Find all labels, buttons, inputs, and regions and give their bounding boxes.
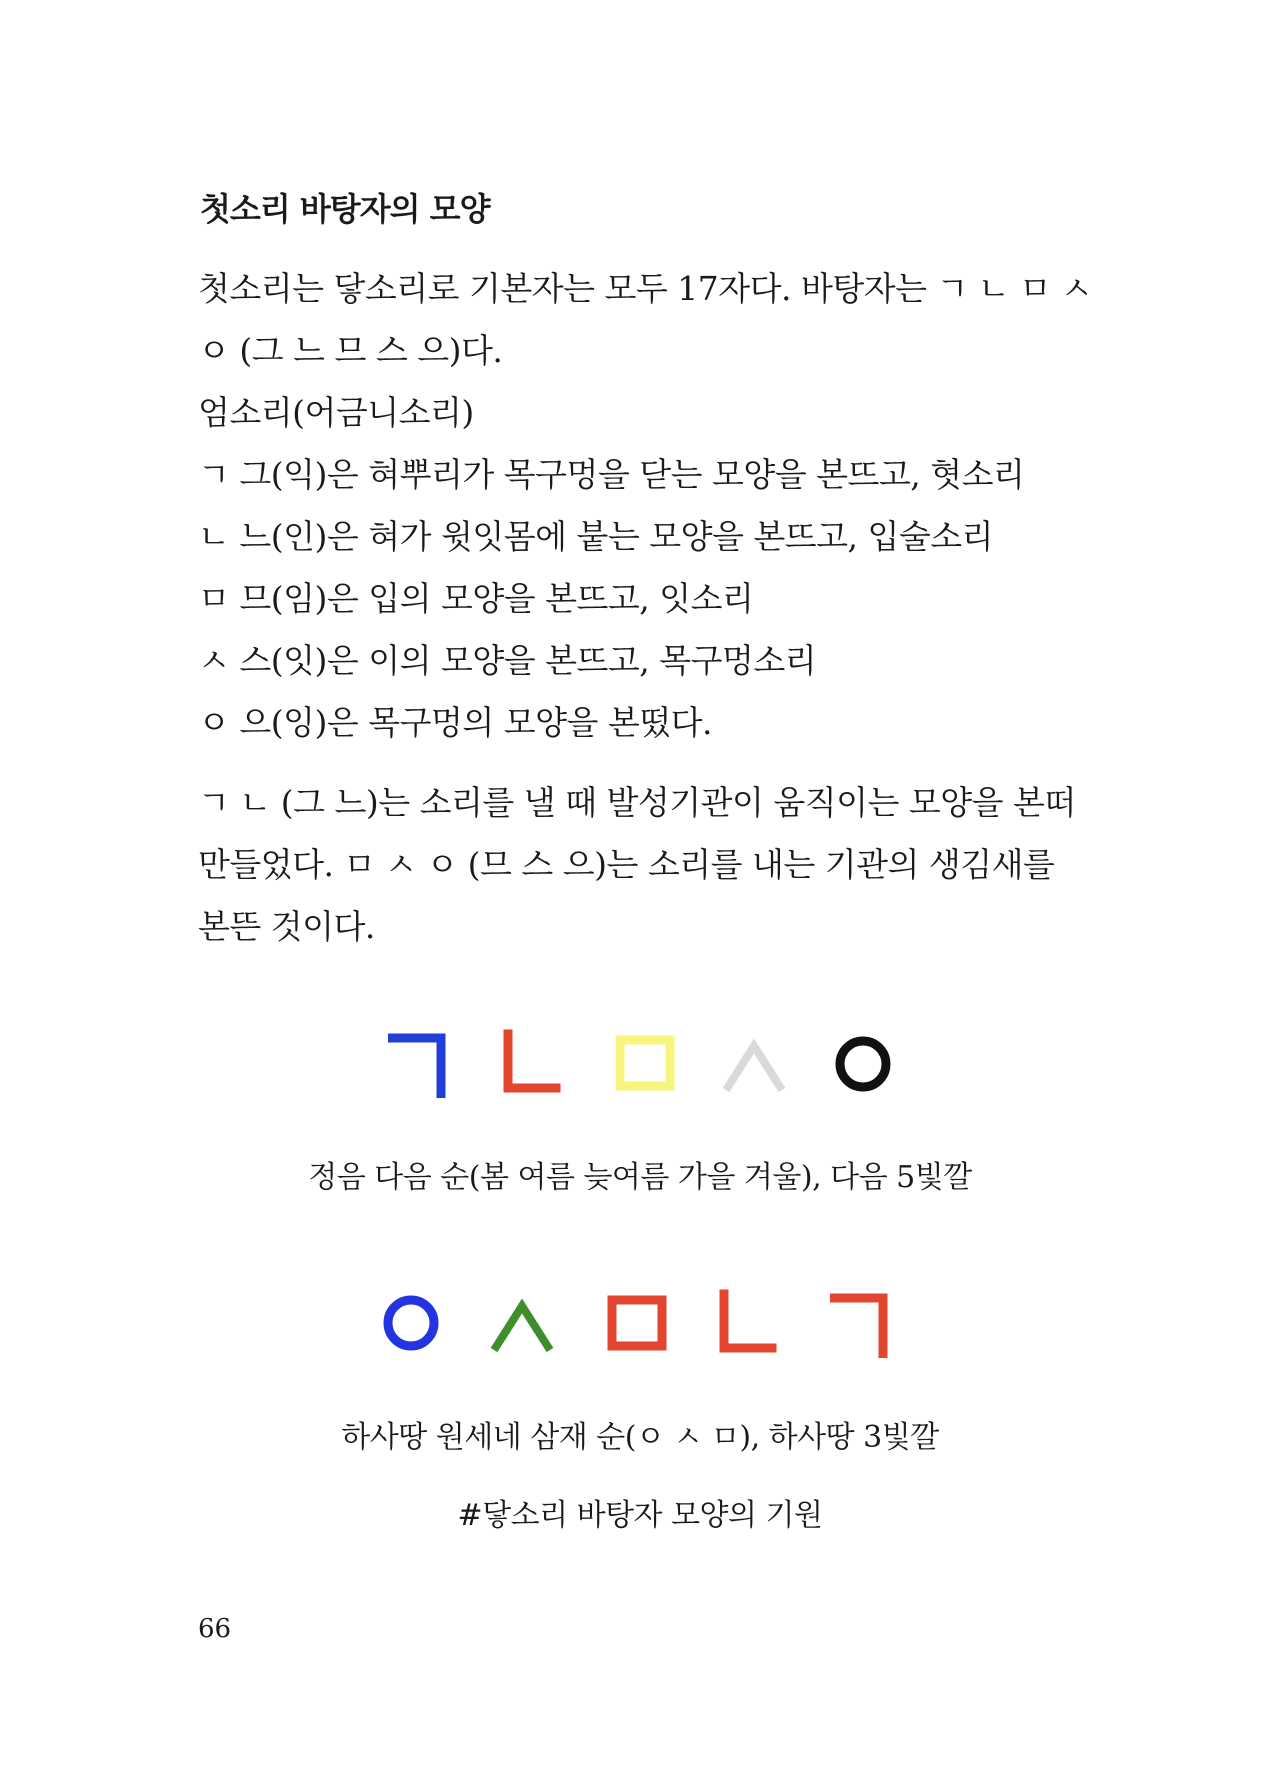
text-line: ㄱ 그(익)은 혀뿌리가 목구멍을 닫는 모양을 본뜨고, 혓소리 — [198, 455, 1025, 494]
figure-caption: 하사땅 원세네 삼재 순(ㅇ ㅅ ㅁ), 하사땅 3빛깔 — [341, 1420, 939, 1455]
figure-caption: 정음 다음 순(봄 여름 늦여름 가을 겨울), 다음 5빛깔 — [308, 1160, 972, 1195]
mieum-shape-icon — [602, 1288, 672, 1358]
nieun-shape-icon — [716, 1288, 786, 1358]
text-line: ㅅ 스(잇)은 이의 모양을 본뜨고, 목구멍소리 — [198, 641, 817, 680]
siot-shape-icon — [488, 1288, 558, 1358]
text-line: ㄱ ㄴ (그 느)는 소리를 낼 때 발성기관이 움직이는 모양을 본떠 — [198, 783, 1076, 822]
figure-five-colors — [0, 1028, 1280, 1098]
hashtag: #닿소리 바탕자 모양의 기원 — [457, 1498, 823, 1533]
figure-three-colors — [0, 1288, 1280, 1358]
paragraph-shape-origin — [198, 772, 1118, 958]
mieum-shape-icon — [610, 1028, 680, 1098]
text-line: ㅇ 으(잉)은 목구멍의 모양을 본떴다. — [198, 703, 712, 742]
text-line: 첫소리는 닿소리로 기본자는 모두 17자다. 바탕자는 ㄱ ㄴ ㅁ ㅅ — [198, 269, 1092, 308]
text-line: 만들었다. ㅁ ㅅ ㅇ (므 스 으)는 소리를 내는 기관의 생김새를 — [198, 845, 1055, 884]
section-heading: 첫소리 바탕자의 모양 — [200, 190, 490, 228]
ieung-shape-icon — [828, 1028, 898, 1098]
paragraph-basic-consonants — [198, 258, 1118, 754]
giyeok-shape-icon — [830, 1288, 900, 1358]
text-line: ㅇ (그 느 므 스 으)다. — [198, 331, 503, 370]
siot-shape-icon — [720, 1028, 790, 1098]
giyeok-shape-icon — [388, 1028, 458, 1098]
text-line: 엄소리(어금니소리) — [198, 393, 474, 432]
text-line: ㄴ 느(인)은 혀가 윗잇몸에 붙는 모양을 본뜨고, 입술소리 — [198, 517, 993, 556]
text-line: 본뜬 것이다. — [198, 907, 375, 946]
nieun-shape-icon — [500, 1028, 570, 1098]
ieung-shape-icon — [376, 1288, 446, 1358]
page-number: 66 — [198, 1614, 232, 1644]
text-line: ㅁ 므(임)은 입의 모양을 본뜨고, 잇소리 — [198, 579, 754, 618]
